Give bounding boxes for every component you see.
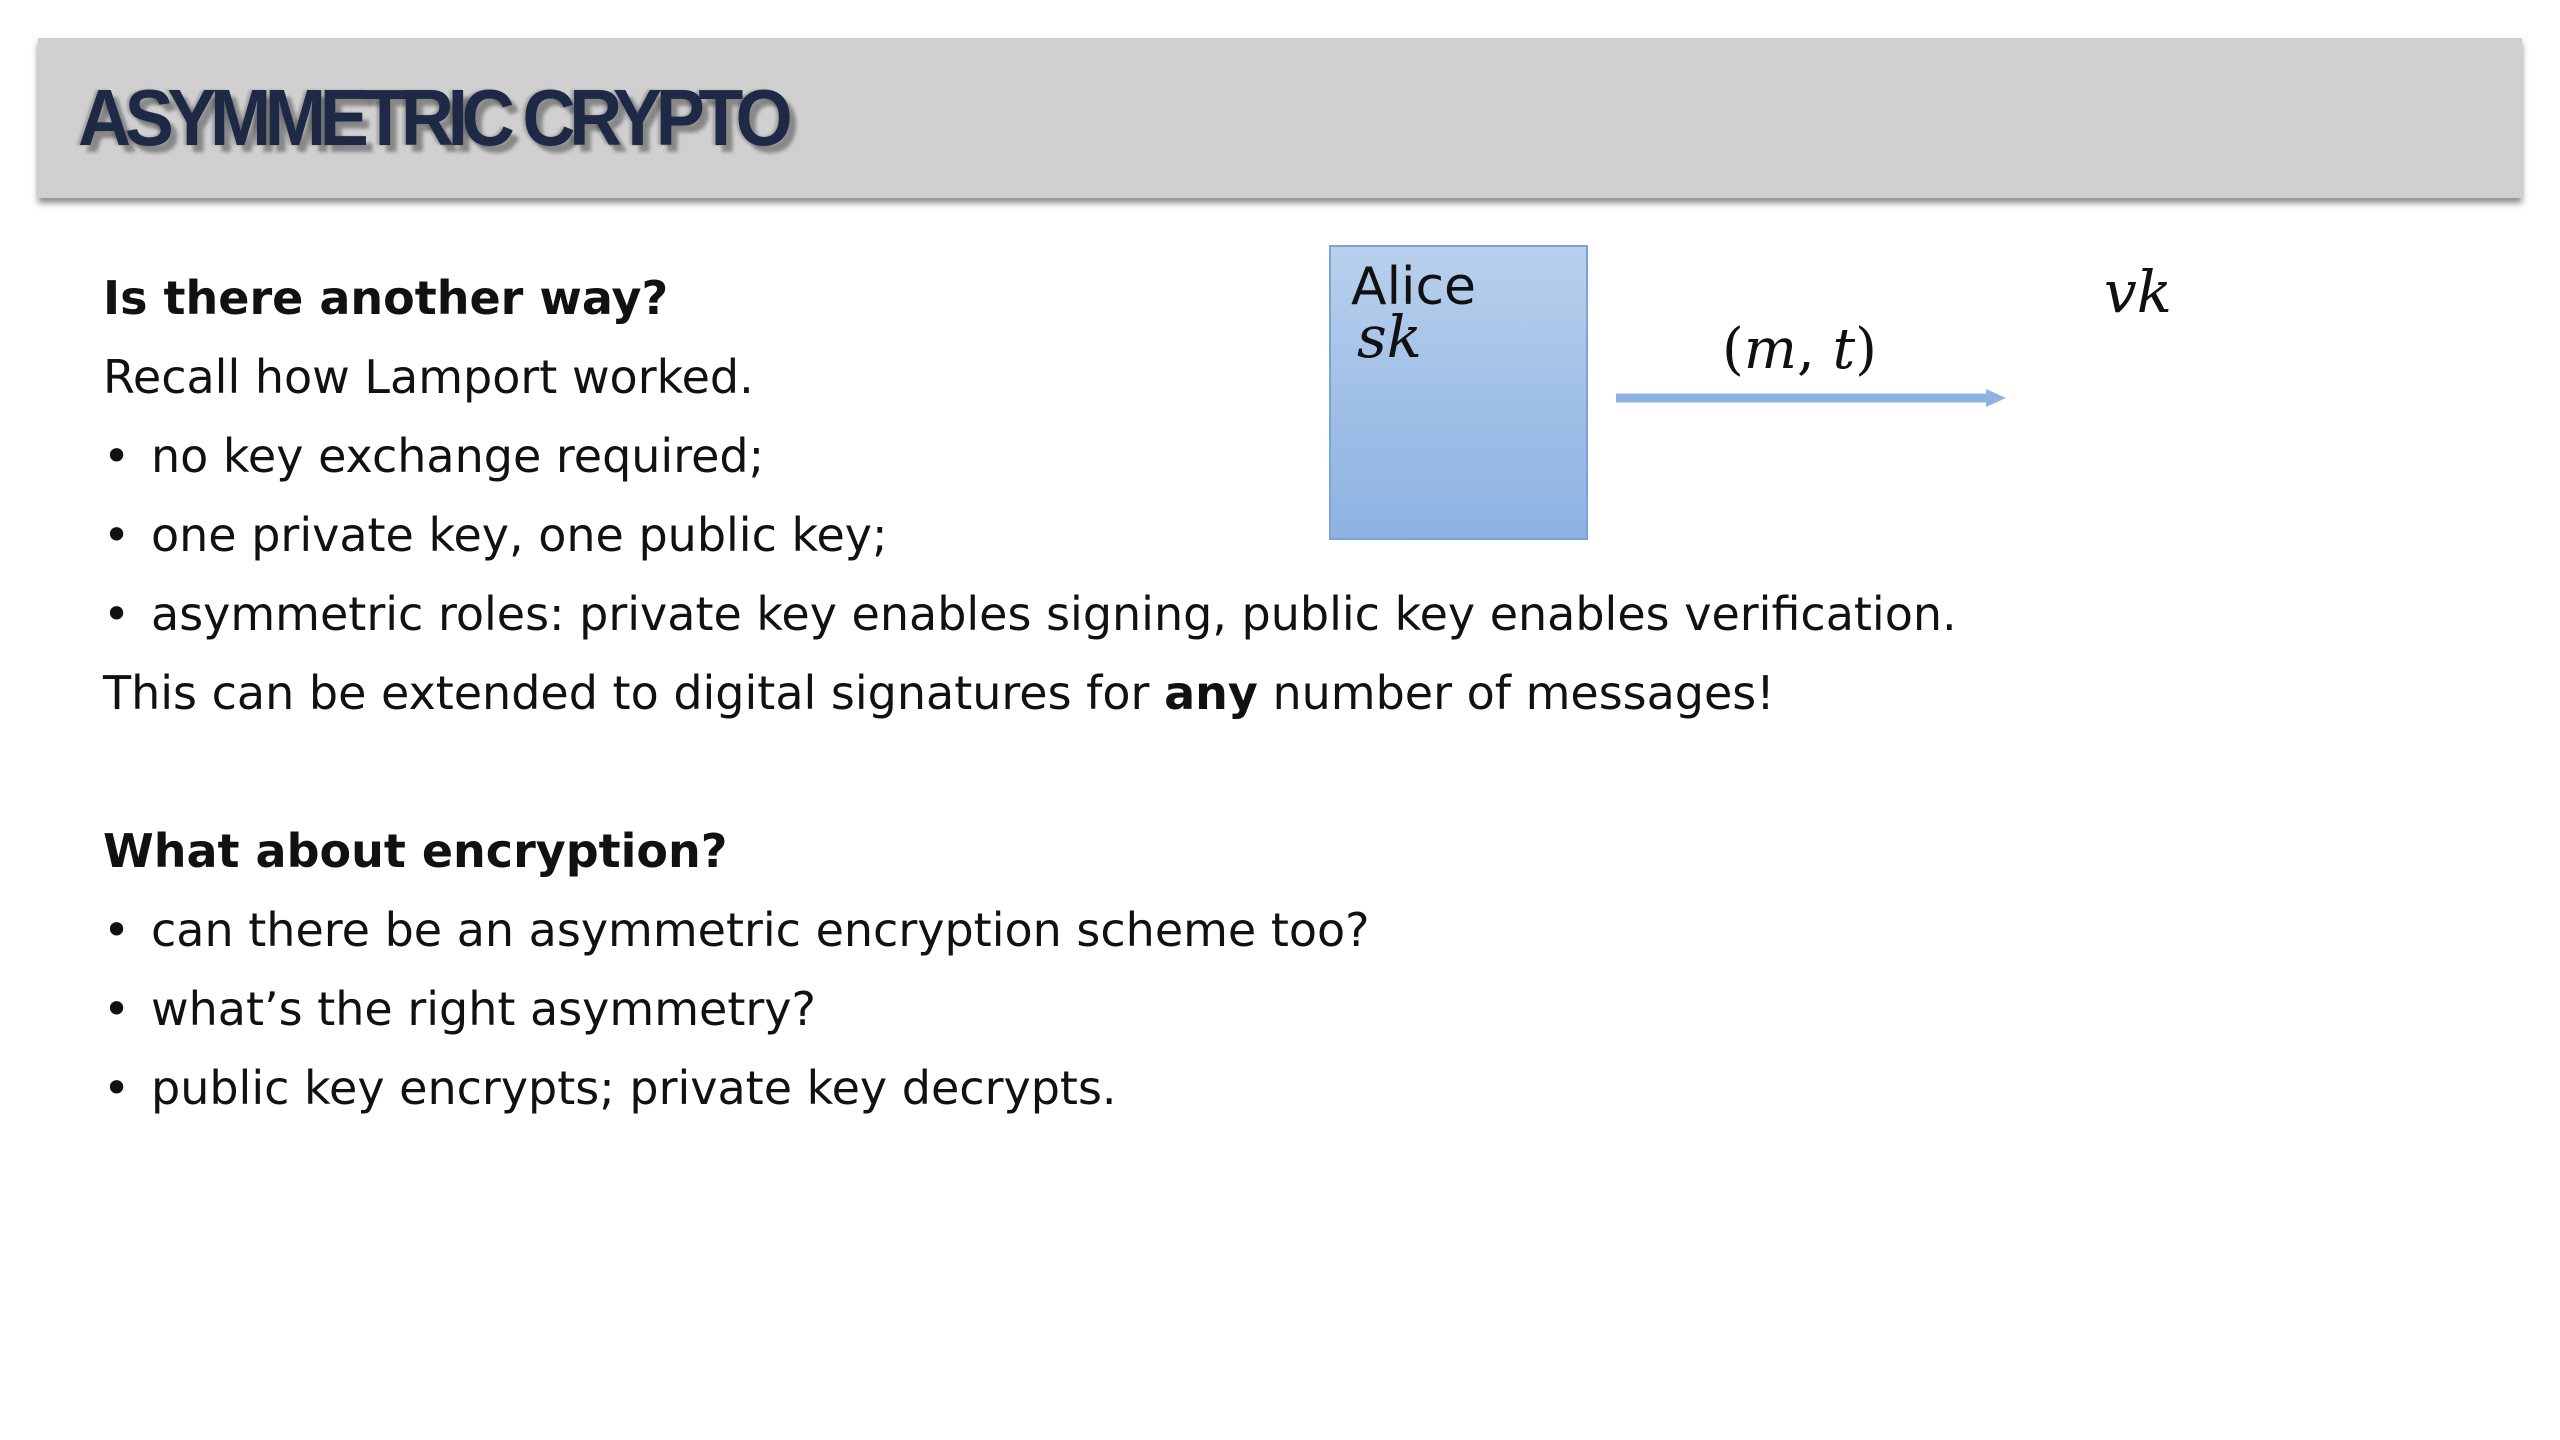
conclusion-text-end: number of messages!	[1257, 666, 1775, 720]
section1-heading: Is there another way?	[103, 271, 669, 325]
title-bar	[38, 38, 2522, 198]
alice-label: Alice	[1351, 257, 1477, 317]
message-comma: ,	[1796, 317, 1833, 382]
bullet-marker: •	[103, 587, 131, 641]
message-tag-label	[1722, 318, 1877, 382]
section1-bullet	[103, 426, 764, 486]
arrow-right-icon	[1616, 388, 2006, 408]
bullet-text: can there be an asymmetric encryption scheme too?	[151, 903, 1370, 957]
message-close-paren: )	[1855, 317, 1877, 382]
arrow-head	[1986, 389, 2006, 407]
section2-heading: What about encryption?	[103, 824, 728, 878]
alice-box	[1329, 245, 1588, 540]
conclusion-emphasis: any	[1164, 666, 1258, 720]
bullet-text: asymmetric roles: private key enables signing, public key enables verification.	[151, 587, 1957, 641]
section2-bullet	[103, 900, 1370, 960]
verification-key-label: vk	[2104, 258, 2172, 326]
bullet-marker: •	[103, 508, 131, 562]
bullet-marker: •	[103, 1061, 131, 1115]
section2-bullet	[103, 979, 816, 1039]
section1-intro: Recall how Lamport worked.	[103, 350, 754, 404]
section1-conclusion	[103, 663, 1775, 723]
message-open-paren: (	[1722, 317, 1744, 382]
alice-secret-key: sk	[1357, 303, 1422, 371]
bullet-text: one private key, one public key;	[151, 508, 888, 562]
tag-variable: t	[1832, 317, 1856, 382]
conclusion-text: This can be extended to digital signatures for	[103, 666, 1165, 720]
section1-bullet	[103, 505, 888, 565]
bullet-marker: •	[103, 429, 131, 483]
bullet-text: public key encrypts; private key decrypts.	[151, 1061, 1117, 1115]
bullet-text: no key exchange required;	[151, 429, 765, 483]
slide-title: ASYMMETRIC CRYPTO	[78, 73, 787, 162]
bullet-marker: •	[103, 982, 131, 1036]
section1-bullet	[103, 584, 1957, 644]
message-variable: m	[1743, 317, 1797, 382]
section2-bullet	[103, 1058, 1117, 1118]
bullet-text: what’s the right asymmetry?	[151, 982, 816, 1036]
bullet-marker: •	[103, 903, 131, 957]
